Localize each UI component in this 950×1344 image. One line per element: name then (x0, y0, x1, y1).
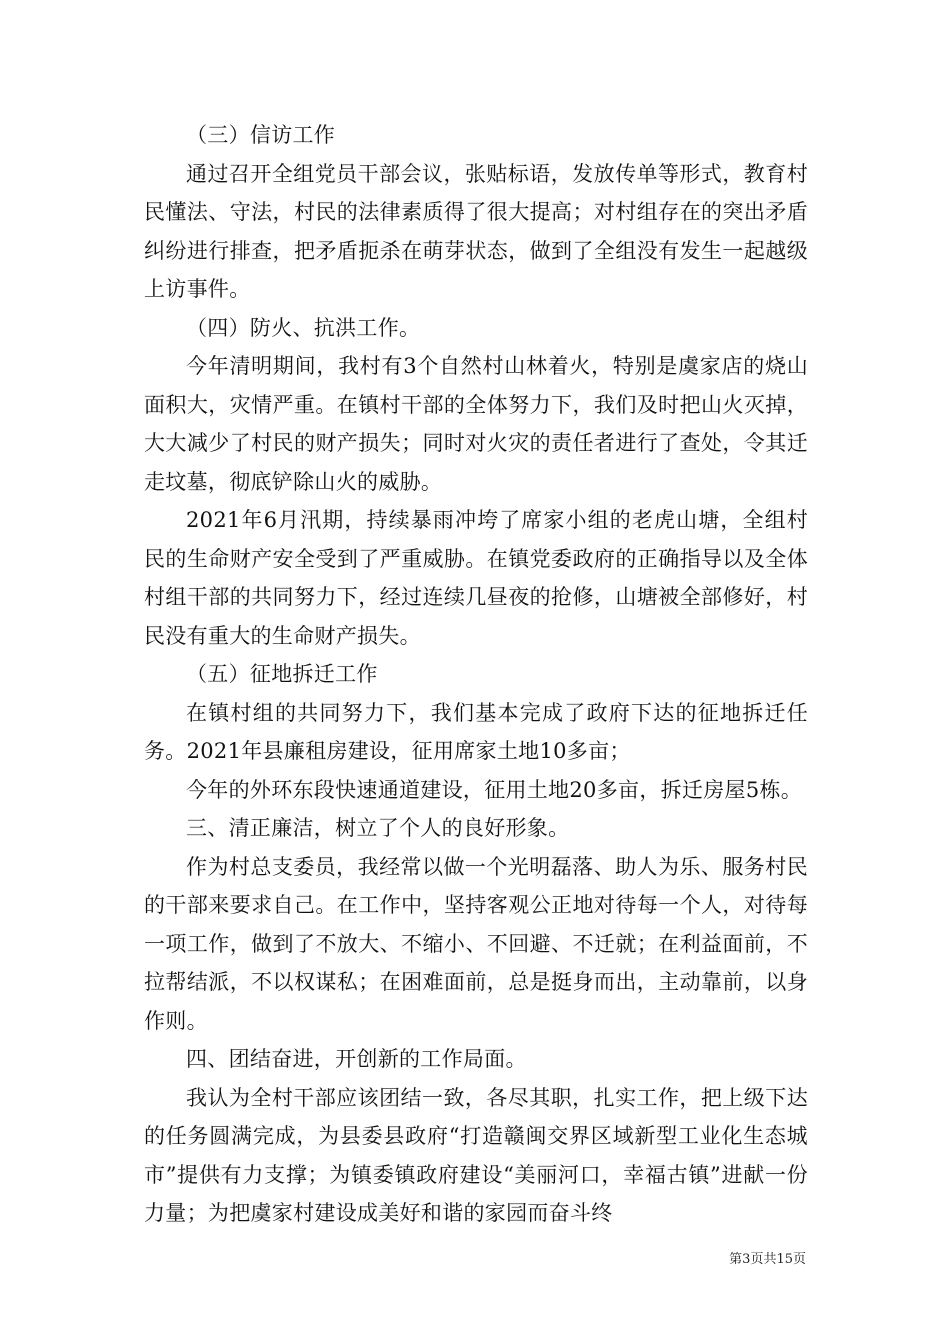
page-number: 第3页共15页 (729, 1252, 806, 1267)
section-heading-petition: （三）信访工作 (186, 123, 336, 147)
paragraph-land-acquisition: 在镇村组的共同努力下，我们基本完成了政府下达的征地拆迁任务。2021年县廉租房建设，征用席家土地10多亩； (144, 700, 808, 763)
section-heading-land-acquisition: （五）征地拆迁工作 (186, 662, 378, 686)
paragraph-ring-road: 今年的外环东段快速通道建设，征用土地20多亩，拆迁房屋5栋。 (186, 777, 803, 802)
paragraph-petition: 通过召开全组党员干部会议，张贴标语，发放传单等形式，教育村民懂法、守法，村民的法律素质得了很大提高；对村组存在的突出矛盾纠纷进行排查，把矛盾扼杀在萌芽状态，做到了全组没有发生一起越级上访事件。 (144, 161, 808, 301)
document-body (144, 116, 808, 1233)
section-heading-unity: 四、团结奋进，开创新的工作局面。 (186, 1047, 527, 1071)
section-heading-integrity: 三、清正廉洁，树立了个人的良好形象。 (186, 816, 570, 840)
section-heading-fire-flood: （四）防火、抗洪工作。 (186, 315, 421, 340)
paragraph-fire: 今年清明期间，我村有3个自然村山林着火，特别是虞家店的烧山面积大，灾情严重。在镇村干部的全体努力下，我们及时把山火灭掉，大大减少了村民的财产损失；同时对火灾的责任者进行了查处，令其迁走坟墓，彻底铲除山火的威胁。 (144, 354, 808, 494)
paragraph-flood: 2021年6月汛期，持续暴雨冲垮了席家小组的老虎山塘，全组村民的生命财产安全受到了严重威胁。在镇党委政府的正确指导以及全体村组干部的共同努力下，经过连续几昼夜的抢修，山塘被全部修好，村民没有重大的生命财产损失。 (144, 508, 808, 648)
paragraph-unity: 我认为全村干部应该团结一致，各尽其职，扎实工作，把上级下达的任务圆满完成，为县委县政府“打造赣闽交界区域新型工业化生态城市”提供有力支撑；为镇委镇政府建设“美丽河口，幸福古镇”进献一份力量；为把虞家村建设成美好和谐的家园而奋斗终 (144, 1085, 808, 1225)
paragraph-integrity: 作为村总支委员，我经常以做一个光明磊落、助人为乐、服务村民的干部来要求自己。在工作中，坚持客观公正地对待每一个人，对待每一项工作，做到了不放大、不缩小、不回避、不迁就；在利益面前，不拉帮结派，不以权谋私；在困难面前，总是挺身而出，主动靠前，以身作则。 (144, 854, 808, 1033)
